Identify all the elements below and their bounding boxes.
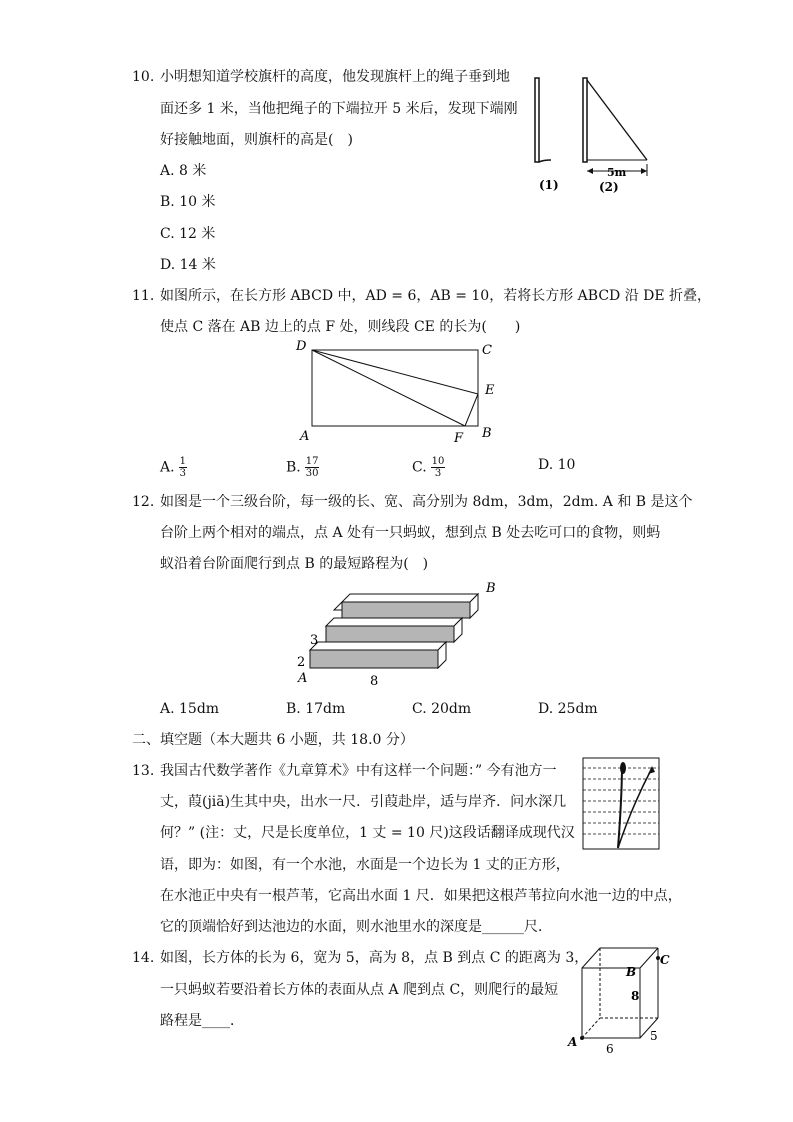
label-3: 3 bbox=[310, 633, 319, 648]
flagpole-1 bbox=[535, 78, 539, 162]
label-e: E bbox=[485, 383, 495, 398]
fig-label-2: (2) bbox=[599, 180, 619, 194]
q14-text-line-2: 一只蚂蚁若要沿着长方体的表面从点 A 爬到点 C，则爬行的最短 bbox=[160, 982, 559, 998]
q10-option-b[interactable]: B. 10 米 bbox=[160, 194, 216, 210]
q11-option-c-label: C. bbox=[412, 459, 427, 476]
label-8: 8 bbox=[370, 674, 379, 689]
q10-option-c[interactable]: C. 12 米 bbox=[160, 226, 216, 242]
reed-upright bbox=[618, 764, 622, 848]
q11-option-b[interactable] bbox=[286, 456, 319, 479]
q11-text-line-1: 如图所示，在长方形 ABCD 中，AD = 6，AB = 10，若将长方形 ABCD 沿 DE 折叠， bbox=[160, 288, 712, 304]
section-fill-in-heading: 二、填空题（本大题共 6 小题，共 18.0 分） bbox=[132, 732, 414, 748]
q12-stairs-figure bbox=[292, 578, 512, 690]
rect-abcd bbox=[312, 350, 478, 426]
q14-text-line-1: 如图，长方体的长为 6，宽为 5，高为 8，点 B 到点 C 的距离为 3， bbox=[160, 950, 589, 966]
step-3-front bbox=[342, 602, 470, 618]
step-1-front bbox=[310, 650, 438, 668]
q11-option-a-label: A. bbox=[160, 459, 175, 476]
q13-text-line-3: 何？” (注：丈，尺是长度单位，1 丈 = 10 尺)这段话翻译成现代汉 bbox=[160, 825, 575, 841]
q11-option-a[interactable] bbox=[160, 456, 187, 479]
q11-option-c-fraction: $\frac{10}{3}$ bbox=[431, 456, 445, 479]
step-2-front bbox=[326, 626, 454, 642]
label-b: B bbox=[626, 965, 637, 979]
q14-number: 14. bbox=[132, 950, 155, 966]
q12-text-line-2: 台阶上两个相对的端点，点 A 处有一只蚂蚁，想到点 B 处去吃可口的食物，则蚂 bbox=[160, 525, 661, 541]
q12-text-line-3: 蚁沿着台阶面爬行到点 B 的最短路程为( ) bbox=[160, 556, 429, 572]
q10-text-line-2: 面还多 1 米，当他把绳子的下端拉开 5 米后，发现下端刚 bbox=[160, 101, 518, 117]
q10-number: 10. bbox=[132, 69, 155, 85]
label-d: D bbox=[296, 339, 307, 354]
rope-2 bbox=[587, 80, 647, 160]
q12-option-b[interactable]: B. 17dm bbox=[286, 701, 346, 717]
fold-line-de bbox=[312, 350, 478, 394]
q14-text-line-3: 路程是____． bbox=[160, 1013, 244, 1029]
label-a: A bbox=[568, 1035, 578, 1049]
rope-1 bbox=[539, 160, 551, 162]
q13-pond-figure bbox=[582, 756, 662, 852]
label-a: A bbox=[300, 429, 310, 444]
q11-option-b-label: B. bbox=[286, 459, 301, 476]
q11-option-d[interactable]: D. 10 bbox=[538, 457, 576, 473]
flagpole-2 bbox=[583, 78, 587, 162]
label-length: 6 bbox=[606, 1042, 614, 1056]
label-2: 2 bbox=[297, 655, 306, 670]
q13-text-line-2: 丈，葭(jiā)生其中央，出水一尺．引葭赴岸，适与岸齐．问水深几 bbox=[160, 794, 567, 810]
line-fe bbox=[465, 394, 478, 426]
q11-option-a-fraction: $\frac{1}{3}$ bbox=[179, 456, 186, 479]
reed-pulled bbox=[618, 768, 652, 848]
label-c: C bbox=[660, 953, 670, 967]
line-df bbox=[312, 350, 465, 426]
label-width: 5 bbox=[650, 1029, 658, 1043]
q12-number: 12. bbox=[132, 494, 155, 510]
q11-number: 11. bbox=[132, 288, 155, 304]
label-f: F bbox=[454, 431, 464, 446]
q10-option-d[interactable]: D. 14 米 bbox=[160, 257, 216, 273]
q11-option-c[interactable] bbox=[412, 456, 445, 479]
label-c: C bbox=[482, 343, 492, 358]
q10-option-a[interactable]: A. 8 米 bbox=[160, 163, 207, 179]
q13-text-line-6: 它的顶端恰好到达池边的水面，则水池里水的深度是______尺． bbox=[160, 919, 552, 935]
q13-text-line-4: 语，即为：如图，有一个水池，水面是一个边长为 1 丈的正方形， bbox=[160, 857, 570, 873]
q10-text-line-1: 小明想知道学校旗杆的高度，他发现旗杆上的绳子垂到地 bbox=[160, 69, 510, 85]
label-a: A bbox=[298, 671, 308, 686]
dim-label: 5m bbox=[607, 166, 627, 179]
label-b: B bbox=[486, 581, 496, 596]
q12-option-a[interactable]: A. 15dm bbox=[160, 701, 220, 717]
q11-rectangle-figure bbox=[290, 336, 510, 448]
fig-label-1: (1) bbox=[539, 178, 559, 192]
label-b: B bbox=[482, 426, 492, 441]
q10-flagpole-figure bbox=[525, 72, 665, 197]
label-height: 8 bbox=[631, 989, 640, 1003]
q11-text-line-2: 使点 C 落在 AB 边上的点 F 处，则线段 CE 的长为( ) bbox=[160, 319, 521, 335]
q12-option-c[interactable]: C. 20dm bbox=[412, 701, 472, 717]
q14-cuboid-figure bbox=[568, 940, 668, 1060]
q10-text-line-3: 好接触地面，则旗杆的高是( ) bbox=[160, 132, 353, 148]
q12-text-line-1: 如图是一个三级台阶，每一级的长、宽、高分别为 8dm，3dm，2dm. A 和 B 是这个 bbox=[160, 494, 693, 510]
q11-option-b-fraction: $\frac{17}{30}$ bbox=[305, 456, 319, 479]
q13-number: 13. bbox=[132, 763, 155, 779]
q13-text-line-5: 在水池正中央有一根芦苇，它高出水面 1 尺．如果把这根芦苇拉向水池一边的中点， bbox=[160, 888, 682, 904]
q12-option-d[interactable]: D. 25dm bbox=[538, 701, 598, 717]
q13-text-line-1: 我国古代数学著作《九章算术》中有这样一个问题：” 今有池方一 bbox=[160, 763, 557, 779]
